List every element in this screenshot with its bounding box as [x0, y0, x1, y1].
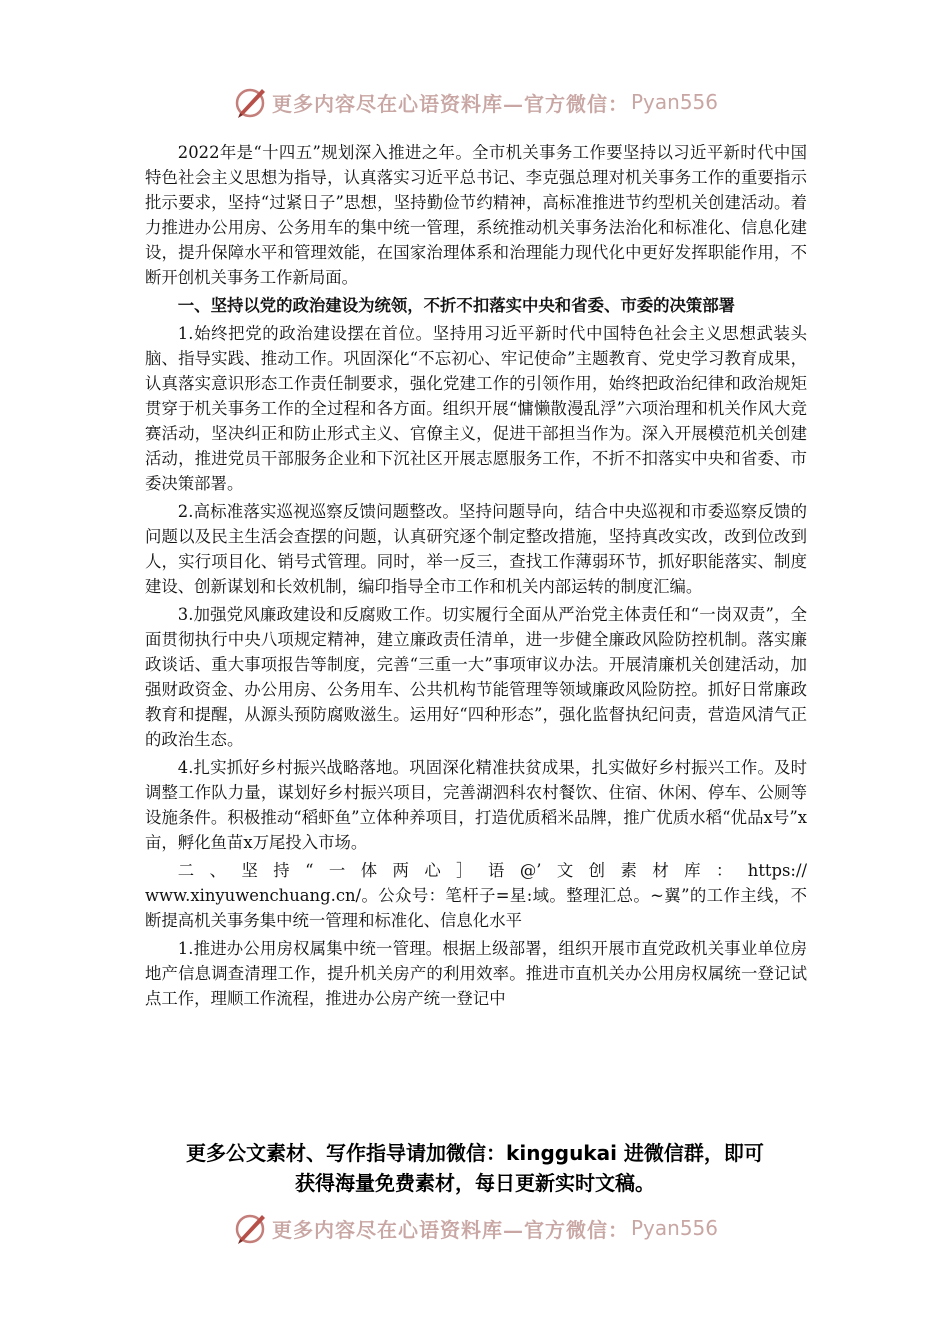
paragraph-1-3: 3.加强党风廉政建设和反腐败工作。切实履行全面从严治党主体责任和“一岗双责”，全面贯彻执行中央八项规定精神，建立廉政责任清单，进一步健全廉政风险防控机制。落实廉政谈话、重大事项报告等制度，完善“三重一大”事项审议办法。开展清廉机关创建活动，加强财政资金、办公用房、公务用车、公共机构节能管理等领域廉政风险防控。抓好日常廉政教育和提醒，从源头预防腐败滋生。运用好“四种形态”，强化监督执纪问责，营造风清气正的政治生态。: [145, 605, 807, 749]
pen-circle-icon: [232, 83, 270, 121]
footer-banner: [0, 1208, 950, 1248]
paragraph-1-4: 4.扎实抓好乡村振兴战略落地。巩固深化精准扶贫成果，扎实做好乡村振兴工作。及时调整工作队力量，谋划好乡村振兴项目，完善湖泗科农村餐饮、住宿、休闲、停车、公厕等设施条件。积极推动“稻虾鱼”立体种养项目，打造优质稻米品牌，推广优质水稻“优品x号”x亩，孵化鱼苗x万尾投入市场。: [145, 758, 807, 852]
document-body: [145, 140, 807, 1011]
pen-circle-icon: [232, 1209, 270, 1247]
header-banner: [0, 82, 950, 122]
wechat-notice: [120, 1138, 830, 1198]
banner-wechat-id: Pyan556: [630, 90, 718, 114]
paragraph-2-1: 1.推进办公用房权属集中统一管理。根据上级部署，组织开展市直党政机关事业单位房地产信息调查清理工作，提升机关房产的利用效率。推进市直机关办公用房权属统一登记试点工作，理顺工作流程，推进办公房产统一登记中: [145, 939, 807, 1008]
section-heading-2-line1: 二、坚持“一体两心］语@’文创素材库：https://: [177, 861, 807, 880]
notice-line-1: 更多公文素材、写作指导请加微信：kinggukai 进微信群，即可: [186, 1141, 764, 1165]
banner-text: 更多内容尽在心语资料库—官方微信：: [271, 1217, 629, 1242]
section-heading-2-line2: www.xinyuwenchuang.cn/。公众号：笔杆子=星:域。整理汇总。~翼”的工作主线，不断提高机关事务集中统一管理和标准化、信息化水平: [145, 886, 807, 930]
banner-text: 更多内容尽在心语资料库—官方微信：: [271, 91, 629, 116]
notice-line-2: 获得海量免费素材，每日更新实时文稿。: [295, 1171, 655, 1195]
intro-paragraph: 2022年是“十四五”规划深入推进之年。全市机关事务工作要坚持以习近平新时代中国特色社会主义思想为指导，认真落实习近平总书记、李克强总理对机关事务工作的重要指示批示要求，坚持“过紧日子”思想，坚持勤俭节约精神，高标准推进节约型机关创建活动。着力推进办公用房、公务用车的集中统一管理，系统推动机关事务法治化和标准化、信息化建设，提升保障水平和管理效能，在国家治理体系和治理能力现代化中更好发挥职能作用，不断开创机关事务工作新局面。: [145, 143, 807, 287]
paragraph-1-1: 1.始终把党的政治建设摆在首位。坚持用习近平新时代中国特色社会主义思想武装头脑、指导实践、推动工作。巩固深化“不忘初心、牢记使命”主题教育、党史学习教育成果，认真落实意识形态工作责任制要求，强化党建工作的引领作用，始终把政治纪律和政治规矩贯穿于机关事务工作的全过程和各方面。组织开展“慵懒散漫乱浮”六项治理和机关作风大竞赛活动，坚决纠正和防止形式主义、官僚主义，促进干部担当作为。深入开展模范机关创建活动，推进党员干部服务企业和下沉社区开展志愿服务工作，不折不扣落实中央和省委、市委决策部署。: [145, 324, 807, 493]
paragraph-1-2: 2.高标准落实巡视巡察反馈问题整改。坚持问题导向，结合中央巡视和市委巡察反馈的问题以及民主生活会查摆的问题，认真研究逐个制定整改措施，坚持真改实改，改到位改到人，实行项目化、销号式管理。同时，举一反三，查找工作薄弱环节，抓好职能落实、制度建设、创新谋划和长效机制，编印指导全市工作和机关内部运转的制度汇编。: [145, 502, 807, 596]
banner-wechat-id: Pyan556: [630, 1216, 718, 1240]
section-heading-1: 一、坚持以党的政治建设为统领，不折不扣落实中央和省委、市委的决策部署: [177, 296, 736, 315]
